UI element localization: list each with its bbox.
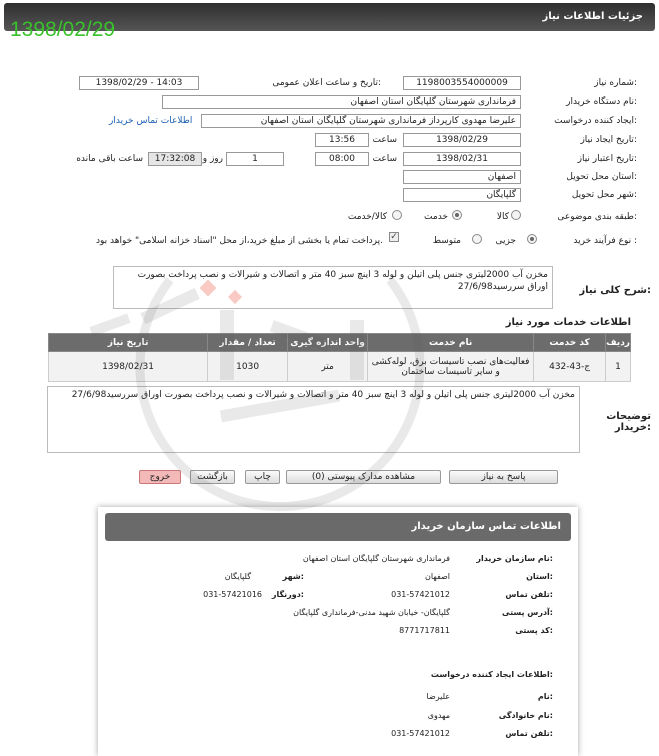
process-option-medium-radio[interactable] bbox=[472, 234, 482, 244]
contact-card-title: اطلاعات تماس سازمان خریدار bbox=[411, 521, 561, 532]
creator-family-label: نام خانوادگی: bbox=[498, 711, 553, 720]
treasury-payment-note: پرداخت تمام یا بخشی از مبلغ خرید،از محل "اسناد خزانه اسلامی" خواهد بود. bbox=[95, 236, 383, 246]
buyer-contact-card bbox=[98, 507, 578, 756]
col-header-name: نام خدمت bbox=[368, 334, 534, 352]
address-label: آدرس پستی: bbox=[502, 608, 553, 617]
back-button[interactable]: بازگشت bbox=[190, 470, 235, 484]
city-field: گلپایگان bbox=[403, 188, 521, 202]
creator-name-value: علیرضا bbox=[426, 692, 450, 701]
process-option-minor-label: جزیی bbox=[495, 236, 516, 246]
contact-card-header bbox=[105, 513, 571, 541]
province-label: استان محل تحویل: bbox=[566, 172, 637, 182]
col-header-unit: واحد اندازه گیری bbox=[288, 334, 368, 352]
col-header-qty: تعداد / مقدار bbox=[208, 334, 288, 352]
cell-date: 1398/02/31 bbox=[49, 352, 208, 382]
city-label: شهر محل تحویل: bbox=[571, 190, 637, 200]
services-table bbox=[48, 333, 631, 382]
buyer-notes-label: توضیحات خریدار: bbox=[606, 411, 651, 433]
city-value: گلپایگان bbox=[224, 572, 251, 581]
org-value: فرمانداری شهرستان گلپایگان استان اصفهان bbox=[302, 554, 450, 563]
buyer-contact-link[interactable]: اطلاعات تماس خریدار bbox=[109, 116, 193, 126]
category-label: طبقه بندی موضوعی: bbox=[557, 212, 637, 222]
col-header-date: تاریخ نیاز bbox=[49, 334, 208, 352]
category-option-both-radio[interactable] bbox=[392, 210, 402, 220]
creator-phone-value: 031-57421012 bbox=[391, 729, 450, 738]
address-value: گلپایگان- خیابان شهید مدنی-فرمانداری گلپایگان bbox=[293, 608, 450, 617]
summary-label: شرح کلی نیاز: bbox=[579, 285, 651, 296]
creator-field: علیرضا مهدوی کارپرداز فرمانداری شهرستان گلپایگان استان اصفهان bbox=[201, 114, 521, 128]
remaining-time-field: 17:32:08 bbox=[148, 152, 202, 166]
services-title: اطلاعات خدمات مورد نیاز bbox=[505, 317, 631, 328]
col-header-code: کد خدمت bbox=[534, 334, 606, 352]
creator-phone-label: تلفن تماس: bbox=[505, 729, 553, 738]
category-option-goods-radio[interactable] bbox=[511, 210, 521, 220]
create-date-label: تاریخ ایجاد نیاز: bbox=[580, 135, 637, 145]
remaining-time-label: ساعت باقی مانده bbox=[76, 154, 143, 164]
buyer-label: نام دستگاه خریدار: bbox=[566, 97, 637, 107]
table-row bbox=[49, 352, 631, 382]
cell-name: فعالیت‌های نصب تاسیسات برق، لوله‌کشی و سایر تاسیسات ساختمان bbox=[368, 352, 534, 382]
process-option-medium-label: متوسط bbox=[432, 236, 461, 246]
creator-info-title: اطلاعات ایجاد کننده درخواست: bbox=[430, 670, 553, 679]
category-option-service-radio[interactable] bbox=[452, 210, 462, 220]
create-time-field: 13:56 bbox=[315, 133, 369, 147]
phone-value: 031-57421012 bbox=[391, 590, 450, 599]
days-label: روز و bbox=[202, 154, 223, 164]
create-date-field: 1398/02/29 bbox=[403, 133, 521, 147]
buyer-field: فرمانداری شهرستان گلپایگان استان اصفهان bbox=[162, 95, 521, 109]
postal-code-value: 8771717811 bbox=[399, 626, 450, 635]
creator-label: ایجاد کننده درخواست: bbox=[554, 116, 637, 126]
print-button[interactable]: چاپ bbox=[245, 470, 280, 484]
cell-qty: 1030 bbox=[208, 352, 288, 382]
cell-unit: متر bbox=[288, 352, 368, 382]
summary-textbox: مخزن آب 2000لیتری جنس پلی اتیلن و لوله 3 اینچ سبز 40 متر و اتصالات و شیرالات و نصب پرداخت بصورت اوراق سررسید27/6/98 bbox=[113, 266, 553, 309]
col-header-row: ردیف bbox=[606, 334, 631, 352]
announce-field: 1398/02/29 - 14:03 bbox=[79, 76, 199, 90]
buyer-notes-textbox: مخزن آب 2000لیتری جنس پلی اتیلن و لوله 3 اینچ سبز 40 متر و اتصالات و شیرالات و نصب پرداخت بصورت اوراق سررسید27/6/98 bbox=[47, 386, 580, 453]
creator-name-label: نام: bbox=[537, 692, 553, 701]
date-stamp: 1398/02/29 bbox=[10, 18, 116, 41]
window-title: جزئیات اطلاعات نیاز bbox=[542, 11, 643, 22]
need-number-label: شماره نیاز: bbox=[594, 78, 637, 88]
province-value: اصفهان bbox=[424, 572, 450, 581]
treasury-payment-checkbox[interactable]: ✓ bbox=[390, 232, 398, 242]
exit-button[interactable]: خروج bbox=[139, 470, 181, 484]
org-label: نام سازمان خریدار: bbox=[476, 554, 553, 563]
fax-label: دورنگار: bbox=[271, 590, 304, 599]
phone-label: تلفن تماس: bbox=[505, 590, 553, 599]
reply-button[interactable]: پاسخ به نیاز bbox=[449, 470, 558, 484]
need-number-field: 1198003554000009 bbox=[403, 76, 521, 90]
category-option-both-label: کالا/خدمت bbox=[347, 212, 387, 222]
process-option-minor-radio[interactable] bbox=[527, 234, 537, 244]
province-label: استان: bbox=[526, 572, 553, 581]
city-label: شهر: bbox=[282, 572, 304, 581]
validity-date-label: تاریخ اعتبار نیاز: bbox=[577, 154, 637, 164]
create-time-label: ساعت bbox=[372, 135, 397, 145]
province-field: اصفهان bbox=[403, 170, 521, 184]
validity-date-field: 1398/02/31 bbox=[403, 152, 521, 166]
validity-time-label: ساعت bbox=[372, 154, 397, 164]
validity-time-field: 08:00 bbox=[315, 152, 369, 166]
cell-code: ج-43-432 bbox=[534, 352, 606, 382]
fax-value: 031-57421016 bbox=[203, 590, 262, 599]
view-attachments-button[interactable]: مشاهده مدارک پیوستی (0) bbox=[286, 470, 441, 484]
postal-code-label: کد پستی: bbox=[515, 626, 553, 635]
announce-label: تاریخ و ساعت اعلان عمومی: bbox=[272, 78, 381, 88]
cell-row: 1 bbox=[606, 352, 631, 382]
remaining-days-field: 1 bbox=[226, 152, 284, 166]
creator-family-value: مهدوی bbox=[427, 711, 450, 720]
process-label: نوع فرآیند خرید : bbox=[573, 236, 637, 246]
category-option-goods-label: کالا bbox=[496, 212, 509, 222]
category-option-service-label: خدمت bbox=[424, 212, 448, 222]
